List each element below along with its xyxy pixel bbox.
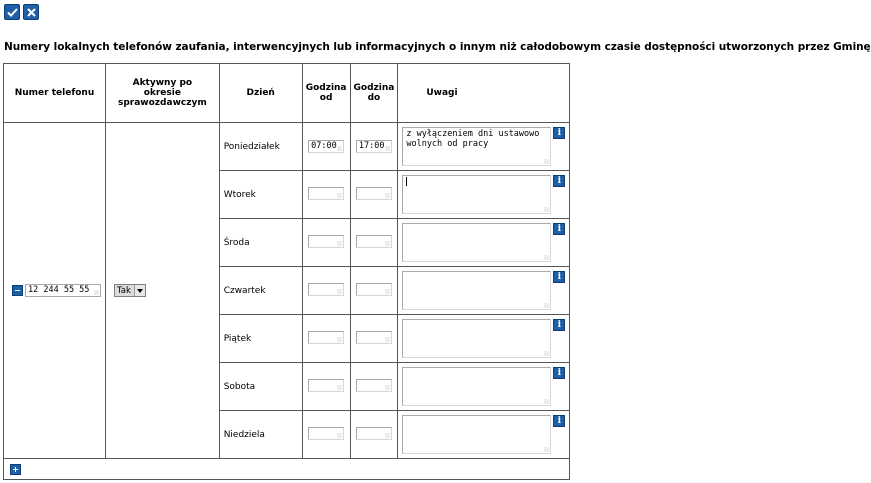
hour-from-input[interactable] [308,331,344,344]
notes-cell [398,363,570,411]
hour-to-input[interactable] [356,283,392,296]
col-active-header: Aktywny po okresie sprawozdawczym [106,64,220,123]
from-cell [302,219,350,267]
from-cell [302,123,350,171]
add-row-cell [4,459,570,480]
to-cell [350,315,398,363]
info-icon[interactable]: i [553,415,565,427]
toolbar [4,4,39,20]
from-cell [302,171,350,219]
day-label: Wtorek [219,171,302,219]
checkmark-icon [7,8,18,17]
from-cell [302,315,350,363]
hour-to-input[interactable] [356,187,392,200]
hour-to-input[interactable] [356,427,392,440]
info-icon[interactable]: i [553,223,565,235]
header-row [4,64,570,123]
accept-button[interactable] [4,4,20,20]
col-notes-header: Uwagi [398,64,570,123]
notes-cell [398,219,570,267]
active-select-value: Tak [117,285,131,296]
hour-from-input[interactable] [308,379,344,392]
to-cell [350,123,398,171]
notes-textarea[interactable] [402,271,551,310]
notes-cell [398,267,570,315]
notes-textarea[interactable] [402,319,551,358]
cancel-button[interactable] [23,4,39,20]
day-label: Sobota [219,363,302,411]
active-cell [106,123,220,459]
to-cell [350,267,398,315]
to-cell [350,219,398,267]
hours-table [3,63,570,480]
col-phone-header: Numer telefonu [4,64,106,123]
from-cell [302,411,350,459]
notes-cell [398,315,570,363]
info-icon[interactable]: i [553,271,565,283]
hour-from-input[interactable] [308,235,344,248]
notes-textarea[interactable]: z wyłączeniem dni ustawowo wolnych od pracy [402,127,551,166]
remove-phone-button[interactable] [12,285,23,296]
to-cell [350,171,398,219]
info-icon[interactable]: i [553,127,565,139]
day-label: Niedziela [219,411,302,459]
notes-textarea[interactable] [402,367,551,406]
active-select[interactable] [114,284,146,297]
text-cursor [406,177,407,186]
notes-cell [398,171,570,219]
hour-from-input[interactable] [308,283,344,296]
notes-textarea[interactable] [402,175,551,214]
col-from-header: Godzina od [302,64,350,123]
hour-to-input[interactable] [356,235,392,248]
info-icon[interactable]: i [553,319,565,331]
hour-from-input[interactable]: 07:00 [308,140,344,153]
hour-to-input[interactable] [356,379,392,392]
from-cell [302,267,350,315]
to-cell [350,363,398,411]
hour-from-input[interactable] [308,427,344,440]
from-cell [302,363,350,411]
add-phone-button[interactable] [10,464,21,475]
day-row [4,123,570,171]
day-label: Piątek [219,315,302,363]
info-icon[interactable]: i [553,367,565,379]
notes-textarea[interactable] [402,223,551,262]
col-day-header: Dzień [219,64,302,123]
notes-cell [398,411,570,459]
day-label: Czwartek [219,267,302,315]
day-label: Środa [219,219,302,267]
to-cell [350,411,398,459]
notes-cell [398,123,570,171]
day-label: Poniedziałek [219,123,302,171]
phone-cell [4,123,106,459]
notes-textarea[interactable] [402,415,551,454]
hour-from-input[interactable] [308,187,344,200]
info-icon[interactable]: i [553,175,565,187]
dropdown-arrow-icon [134,285,145,296]
hour-to-input[interactable] [356,331,392,344]
add-row [4,459,570,480]
hour-to-input[interactable]: 17:00 [356,140,392,153]
phone-input[interactable]: 12 244 55 55 [25,284,101,297]
close-icon [27,8,36,17]
section-heading: Numery lokalnych telefonów zaufania, interwencyjnych lub informacyjnych o innym niż całodobowym czasie dostępności utworzonych przez Gminę [4,41,871,53]
col-to-header: Godzina do [350,64,398,123]
